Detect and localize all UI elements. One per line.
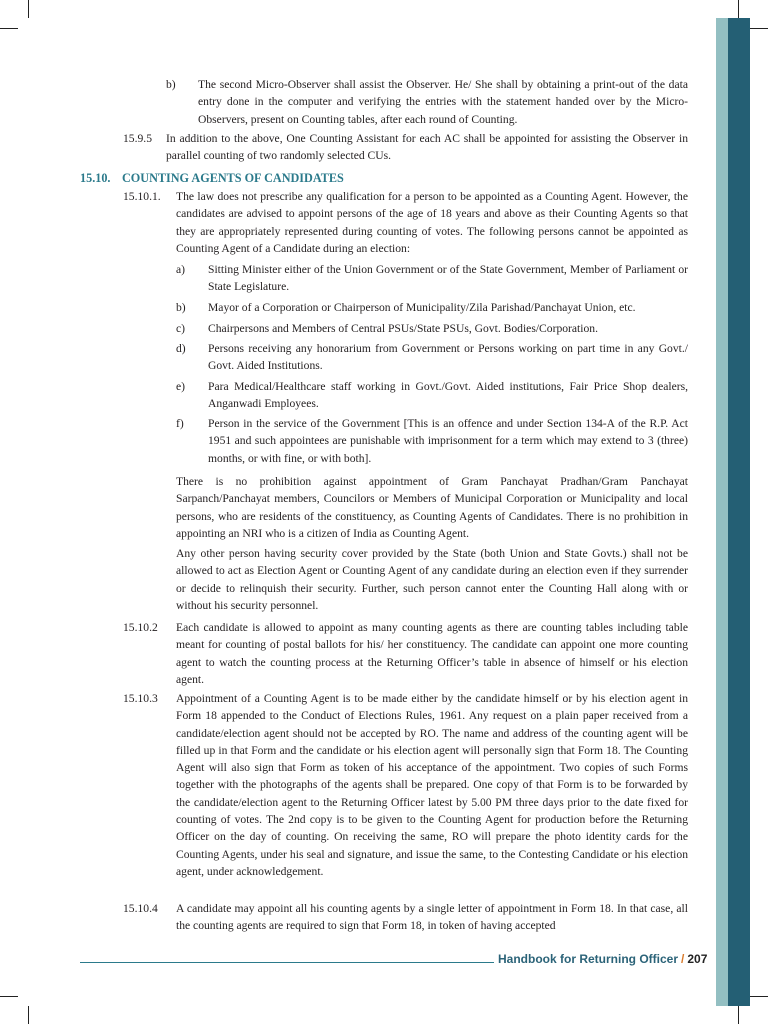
paragraph: The second Micro-Observer shall assist the Observer. He/ She shall by obtaining a print-out of the data entry done in the computer and verifying the entries with the statement handed over by the Micro-Observers, present on Counting tables, after each round of Counting. bbox=[198, 78, 688, 126]
list-label: d) bbox=[176, 342, 186, 355]
section-heading bbox=[80, 170, 344, 186]
list-item: Mayor of a Corporation or Chairperson of Municipality/Zila Parishad/Panchayat Union, etc. bbox=[208, 301, 636, 314]
footer-title: Handbook for Returning Officer bbox=[498, 952, 678, 966]
list-label: b) bbox=[176, 301, 186, 314]
list-label: f) bbox=[176, 417, 184, 430]
paragraph: In addition to the above, One Counting Assistant for each AC shall be appointed for assisting the Observer in parallel counting of two randomly selected CUs. bbox=[166, 132, 688, 163]
list-item: Persons receiving any honorarium from Government or Persons working on part time in any Govt./ Govt. Aided Institutions. bbox=[208, 342, 688, 373]
paragraph: A candidate may appoint all his counting agents by a single letter of appointment in Form 18. In that case, all the counting agents are required to sign that Form 18, in token of having accepted bbox=[176, 902, 688, 933]
page-number: 207 bbox=[687, 952, 708, 966]
list-label: a) bbox=[176, 263, 186, 276]
list-item: Chairpersons and Members of Central PSUs/State PSUs, Govt. Bodies/Corporation. bbox=[208, 322, 598, 335]
paragraph-number: 15.10.3 bbox=[123, 692, 158, 705]
paragraph-number: 15.10.1. bbox=[123, 190, 161, 203]
list-item: Para Medical/Healthcare staff working in Govt./Govt. Aided institutions, Fair Price Shop dealers, Anganwadi Employees. bbox=[208, 380, 688, 411]
list-item: Person in the service of the Government [This is an offence and under Section 134-A of the R.P. Act 1951 and such appointees are punishable with imprisonment for a term which may extend to 3 (three) months, or with fine, or with both]. bbox=[208, 417, 688, 465]
paragraph: There is no prohibition against appointment of Gram Panchayat Pradhan/Gram Panchayat Sarpanch/Panchayat members, Councilors or Members of Municipal Corporation or Municipality and local persons, who are residents of the constituency, as Counting Agents of Candidates. There is no prohibition in appointing an NRI who is a citizen of India as Counting Agent. bbox=[176, 475, 688, 540]
paragraph: Each candidate is allowed to appoint as many counting agents as there are counting tables including table meant for counting of postal ballots for his/ her constituency. The candidate can appoint one more counting agent to watch the counting process at the Returning Officer’s table in absence of himself or his election agent. bbox=[176, 621, 688, 686]
footer-separator: / bbox=[681, 952, 685, 966]
paragraph-number: 15.10.2 bbox=[123, 621, 158, 634]
paragraph-number: 15.9.5 bbox=[123, 132, 152, 145]
paragraph-number: 15.10.4 bbox=[123, 902, 158, 915]
list-label: e) bbox=[176, 380, 186, 393]
page-footer bbox=[498, 952, 707, 966]
paragraph: The law does not prescribe any qualification for a person to be appointed as a Counting Agent. However, the candidates are advised to appoint persons of the age of 18 years and above as their Counting Agents so that they are appropriately represented during counting of votes. The following persons cannot be appointed as Counting Agent of a Candidate during an election: bbox=[176, 190, 688, 255]
paragraph: Appointment of a Counting Agent is to be made either by the candidate himself or by his election agent in Form 18 appended to the Conduct of Elections Rules, 1961. Any request on a plain paper received from a candidate/election agent should not be accepted by RO. The name and address of the counting agent will be filled up in that Form and the candidate or his election agent will personally sign that Form 18. The Counting Agent will also sign that Form as token of his acceptance of the appointment. Two copies of such Forms together with the photographs of the agents shall be prepared. One copy of that Form is to be forwarded by the candidate/election agent to the Returning Officer latest by 5.00 PM three days prior to the date fixed for counting of votes. The 2nd copy is to be given to the Counting Agent for production before the Returning Officer on the day of counting. On receiving the same, RO will prepare the photo identity cards for the Counting Agents, under his seal and signature, and issue the same, to the Contesting Candidate or his election agent, under acknowledgement. bbox=[176, 692, 688, 878]
list-label: b) bbox=[166, 78, 176, 91]
list-label: c) bbox=[176, 322, 186, 335]
footer-rule bbox=[80, 962, 494, 963]
paragraph: Any other person having security cover provided by the State (both Union and State Govts.) shall not be allowed to act as Election Agent or Counting Agent of any candidate during an election even if they surrender or decide to relinquish their security. Further, such person cannot enter the Counting Hall along with or without his security personnel. bbox=[176, 547, 688, 612]
section-title: COUNTING AGENTS OF CANDIDATES bbox=[122, 171, 344, 185]
section-number: 15.10. bbox=[80, 171, 111, 185]
list-item: Sitting Minister either of the Union Government or of the State Government, Member of Parliament or State Legislature. bbox=[208, 263, 688, 294]
